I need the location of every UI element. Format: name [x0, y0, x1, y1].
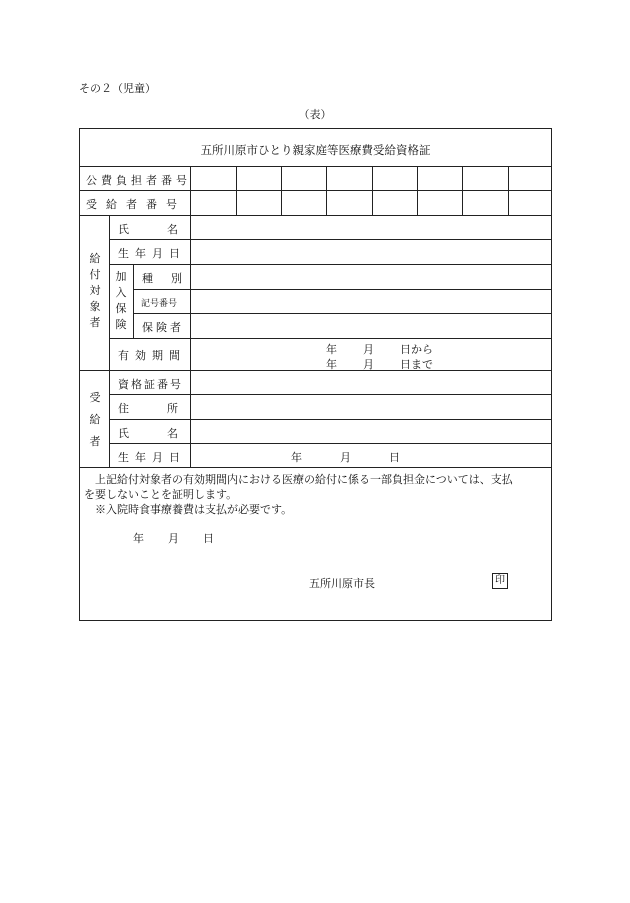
recipient-section-label: 受給者	[89, 391, 101, 448]
insurance-type-label: 種別	[142, 272, 200, 285]
issuer-name: 五所川原市長	[309, 577, 375, 590]
statement-line-2: を要しないことを証明します。	[84, 488, 238, 501]
recipient-number-label: 受給者番号	[86, 198, 186, 211]
recipient-dob-value	[291, 449, 400, 465]
name-label: 氏名	[118, 223, 216, 236]
statement-line-1: 上記給付対象者の有効期間内における医療の給付に係る一部負担金については、支払	[95, 473, 513, 486]
recipient-dob-label: 生年月日	[118, 451, 186, 464]
to-day: 日まで	[400, 358, 433, 371]
to-month: 月	[363, 358, 374, 371]
issue-year: 年	[133, 532, 144, 545]
subject-section-label: 給付対象者	[89, 252, 101, 329]
insurer-label: 保険者	[142, 321, 184, 334]
dob-month: 月	[340, 451, 351, 464]
validity-label: 有効期間	[118, 349, 186, 362]
side-label: （表）	[298, 108, 332, 121]
dob-year: 年	[291, 451, 302, 464]
to-year: 年	[326, 358, 337, 371]
issue-month: 月	[168, 532, 179, 545]
issue-date	[133, 530, 214, 546]
label-text: 公費負担者番号	[86, 174, 191, 187]
certificate-title: 五所川原市ひとり親家庭等医療費受給資格証	[200, 143, 431, 157]
dob-day: 日	[389, 451, 400, 464]
symbol-number-label: 記号番号	[141, 299, 178, 309]
cert-number-label: 資格証番号	[118, 378, 183, 391]
from-month: 月	[363, 343, 374, 356]
document-label: その２（児童）	[79, 82, 156, 95]
recipient-name-label: 氏名	[118, 427, 216, 440]
public-burden-number-label	[86, 172, 191, 188]
validity-to	[326, 356, 433, 372]
from-year: 年	[326, 343, 337, 356]
issue-day: 日	[203, 532, 214, 545]
seal-stamp: 印	[492, 573, 508, 589]
address-label: 住所	[118, 402, 216, 415]
dob-label: 生年月日	[118, 247, 186, 260]
from-day: 日から	[400, 343, 433, 356]
insurance-group-label: 加入保険	[115, 270, 127, 331]
certificate-form	[79, 128, 552, 621]
validity-from	[326, 341, 433, 357]
meal-fee-note: ※入院時食事療養費は支払が必要です。	[95, 503, 293, 516]
